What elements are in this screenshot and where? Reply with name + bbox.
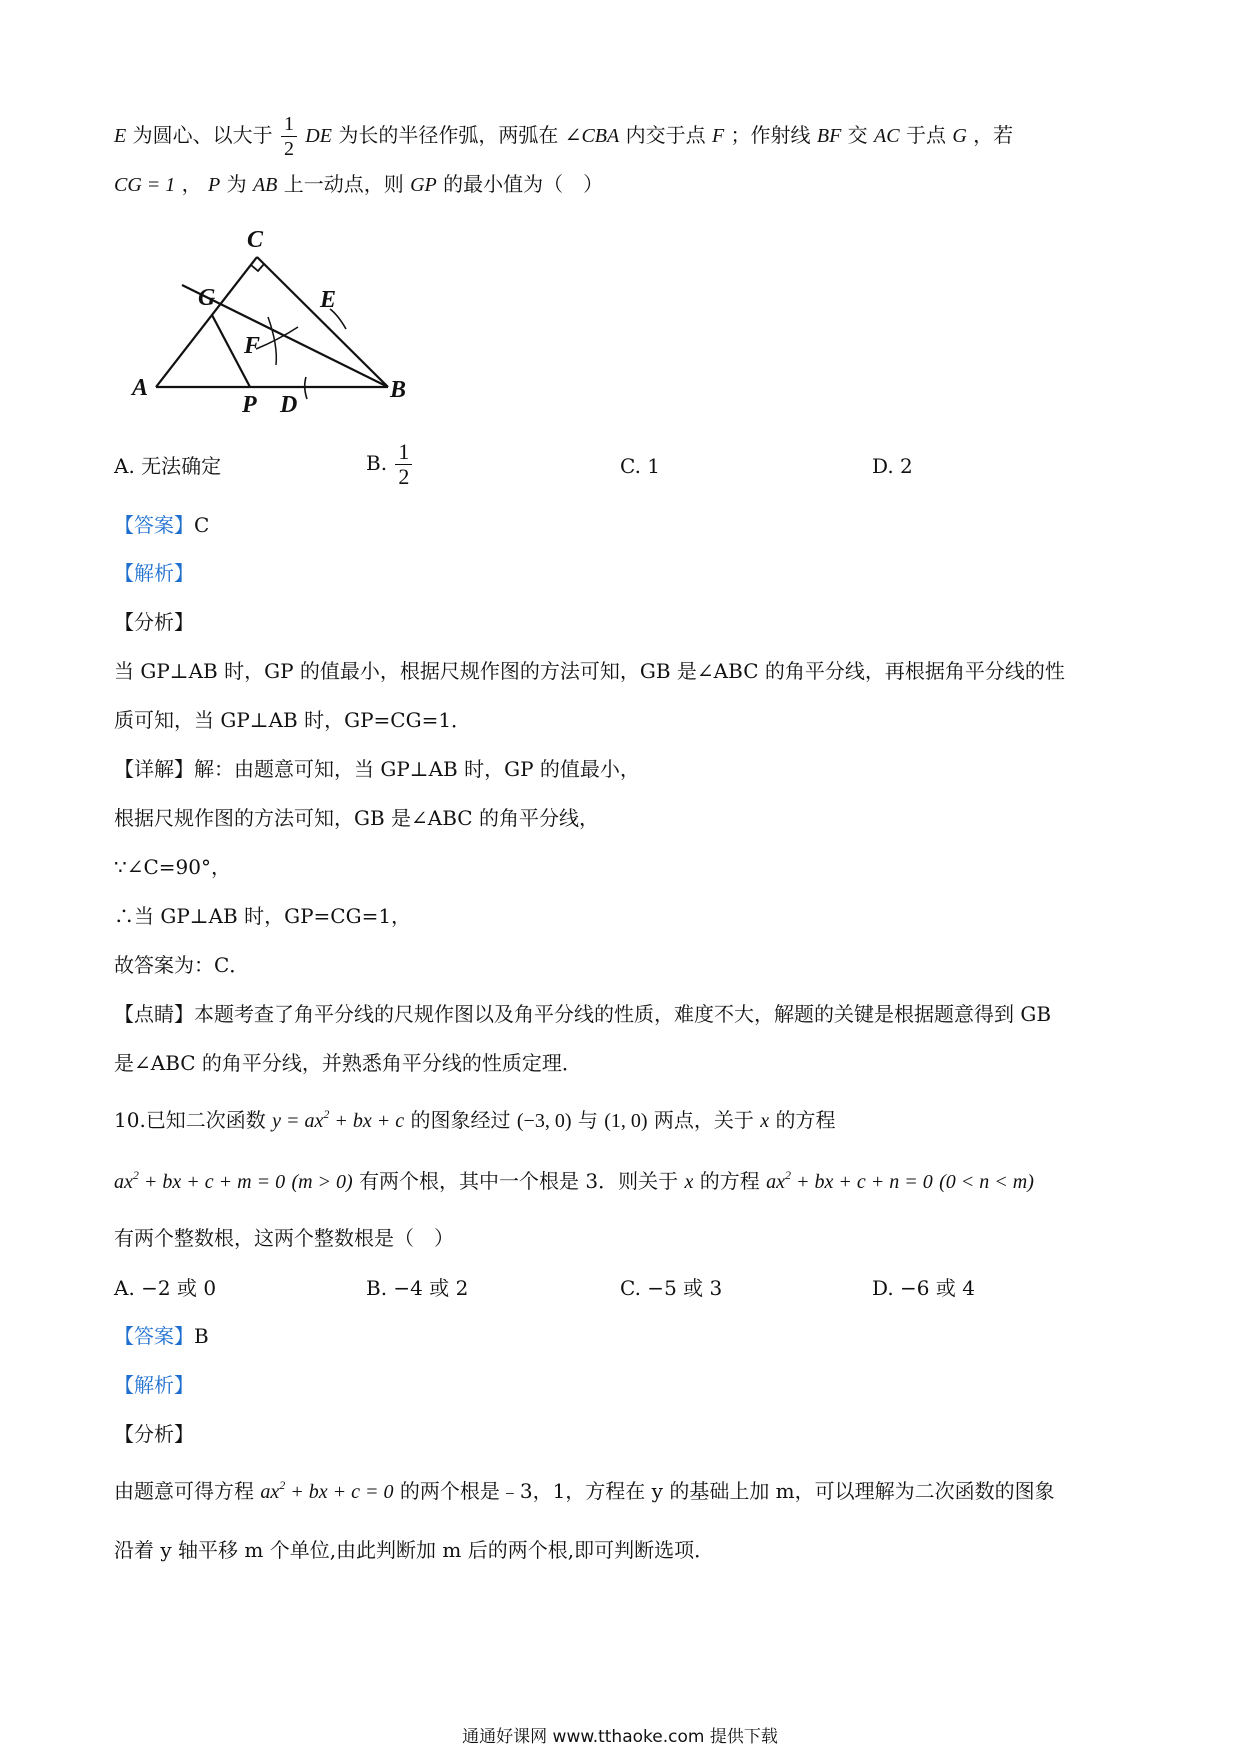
q9-option-b: [366, 440, 414, 489]
math-function: [272, 1107, 405, 1132]
math-bf: BF: [816, 125, 842, 147]
q9-answer: [114, 511, 209, 539]
text: 的图象经过: [410, 1108, 511, 1132]
detail-tag: 【详解】: [114, 757, 194, 781]
comment-text: 本题考查了角平分线的尺规作图以及角平分线的性质，难度不大，解题的关键是根据题意得到 GB: [194, 1002, 1052, 1026]
triangle-figure: [120, 225, 430, 415]
math-gp: GP: [410, 174, 437, 196]
text: 内交于点: [625, 123, 706, 147]
math-ac: AC: [874, 125, 900, 147]
q9-fenxi-tag: 【分析】: [114, 610, 194, 634]
text: ，若: [973, 123, 1014, 147]
text: 已知二次函数: [145, 1108, 266, 1132]
math-x: x: [760, 1110, 770, 1132]
superscript: 2: [132, 1168, 139, 1182]
equation-2: [766, 1168, 933, 1193]
question-number: 10.: [114, 1108, 146, 1132]
detail-text: 解：由题意可知，当 GP⊥AB 时，GP 的值最小，: [194, 757, 640, 781]
eq1-a: ax: [114, 1171, 133, 1193]
q10-option-d: D. −6 或 4: [872, 1276, 975, 1300]
text: 与: [577, 1108, 598, 1132]
q9-comment-line-2: 是∠ABC 的角平分线，并熟悉角平分线的性质定理．: [114, 1051, 582, 1075]
label-a: A: [132, 375, 149, 401]
eq-b: + bx + c = 0: [285, 1481, 394, 1503]
text: 的最小值为（ ）: [443, 172, 604, 196]
q10-fenxi-line-2: 沿着 y 轴平移 m 个单位,由此判断加 m 后的两个根,即可判断选项．: [114, 1538, 715, 1562]
q9-option-a: A. 无法确定: [114, 454, 222, 478]
q9-detail-line-4: ∴当 GP⊥AB 时，GP=CG=1，: [114, 904, 412, 928]
label-c: C: [247, 227, 264, 253]
frac-numerator: 1: [395, 440, 412, 465]
frac-denominator: 2: [398, 464, 410, 489]
frac-numerator: 1: [281, 112, 297, 137]
equation: [260, 1478, 394, 1503]
q10-option-b: B. −4 或 2: [366, 1276, 469, 1300]
math-p: P: [208, 174, 221, 196]
q9-detail-line-2: 根据尺规作图的方法可知，GB 是∠ABC 的角平分线，: [114, 806, 599, 830]
q10-answer: [114, 1322, 209, 1350]
q9-detail-line-3: ∵∠C=90°，: [114, 855, 231, 879]
text: ；作射线: [730, 123, 811, 147]
math-de: DE: [305, 125, 332, 147]
q10-option-a: A. −2 或 0: [114, 1276, 217, 1300]
math-angle-cba: ∠CBA: [564, 125, 620, 147]
point-1: (−3, 0): [516, 1110, 572, 1132]
text: 于点: [905, 123, 946, 147]
label-d: D: [280, 392, 298, 415]
fraction-half: [281, 112, 297, 161]
q9-detail-line-1: [114, 755, 640, 783]
text: 的方程: [699, 1169, 760, 1193]
q9-fenxi-line-1: 当 GP⊥AB 时，GP 的值最小，根据尺规作图的方法可知，GB 是∠ABC 的角平分线，再根据角平分线的性: [114, 659, 1065, 683]
math-x: x: [684, 1171, 694, 1193]
q10-option-c: C. −5 或 3: [620, 1276, 723, 1300]
answer-value: B: [194, 1324, 209, 1348]
math-e: E: [114, 125, 127, 147]
eq2-a: ax: [766, 1171, 786, 1193]
comment-tag: 【点睛】: [114, 1002, 194, 1026]
condition-1: (m > 0): [291, 1171, 353, 1193]
answer-value: C: [194, 513, 210, 537]
text: 两点，关于: [653, 1108, 754, 1132]
eq1-b: + bx + c + m = 0: [138, 1171, 286, 1193]
answer-tag: 【答案】: [114, 1324, 194, 1348]
q9-option-c: C. 1: [620, 454, 661, 478]
label-e: E: [320, 287, 337, 313]
text: 有两个根，其中一个根是 3．则关于: [359, 1169, 679, 1193]
text: 由题意可得方程: [114, 1479, 254, 1503]
q10-fenxi-line-1: [114, 1477, 1055, 1506]
q9-line-1: [114, 112, 1013, 161]
func-b: + bx + c: [329, 1110, 405, 1132]
point-2: (1, 0): [604, 1110, 648, 1132]
page-footer: 通通好课网 www.tthaoke.com 提供下载: [462, 1727, 778, 1747]
option-b-prefix: B.: [366, 451, 388, 475]
q9-comment-line-1: [114, 1000, 1051, 1028]
text: 的两个根是﹣3，1，方程在 y 的基础上加 m，可以理解为二次函数的图象: [399, 1479, 1055, 1503]
q9-fenxi-line-2: 质可知，当 GP⊥AB 时，GP=CG=1．: [114, 708, 472, 732]
text: 的方程: [775, 1108, 836, 1132]
math-g: G: [952, 125, 967, 147]
label-g: G: [198, 285, 216, 311]
eq2-b: + bx + c + n = 0: [791, 1171, 933, 1193]
text: 交: [847, 123, 868, 147]
q10-line-3: 有两个整数根，这两个整数根是（ ）: [114, 1226, 454, 1250]
equation-1: [114, 1168, 286, 1193]
superscript: 2: [785, 1168, 792, 1182]
q9-analysis-tag: 【解析】: [114, 561, 194, 585]
right-angle-mark: [251, 264, 264, 271]
label-b: B: [390, 377, 407, 403]
option-b-fraction: [395, 440, 412, 489]
side-cb: [257, 257, 388, 387]
answer-tag: 【答案】: [114, 513, 194, 537]
q9-line-2: [114, 170, 603, 199]
text: 为: [226, 172, 247, 196]
superscript: 2: [323, 1107, 330, 1121]
side-ac: [156, 257, 257, 387]
q9-detail-line-5: 故答案为：C．: [114, 953, 250, 977]
label-f: F: [244, 333, 261, 359]
q10-analysis-tag: 【解析】: [114, 1373, 194, 1397]
text: ，: [181, 172, 202, 196]
text: 为长的半径作弧，两弧在: [338, 123, 559, 147]
math-cg-eq: CG = 1: [114, 174, 176, 196]
func-a: y = ax: [272, 1110, 324, 1132]
eq-a: ax: [260, 1481, 280, 1503]
frac-denominator: 2: [283, 138, 294, 160]
arc-f-2: [256, 327, 298, 349]
text: 上一动点，则: [283, 172, 404, 196]
superscript: 2: [279, 1478, 286, 1492]
q10-line-2: [114, 1167, 1034, 1196]
q10-fenxi-tag: 【分析】: [114, 1422, 194, 1446]
math-ab: AB: [252, 174, 278, 196]
condition-2: (0 < n < m): [939, 1171, 1034, 1193]
q9-option-d: D. 2: [872, 454, 913, 478]
label-p: P: [242, 392, 257, 415]
math-f: F: [711, 125, 725, 147]
q10-line-1: [114, 1106, 836, 1135]
text: 为圆心、以大于: [132, 123, 273, 147]
